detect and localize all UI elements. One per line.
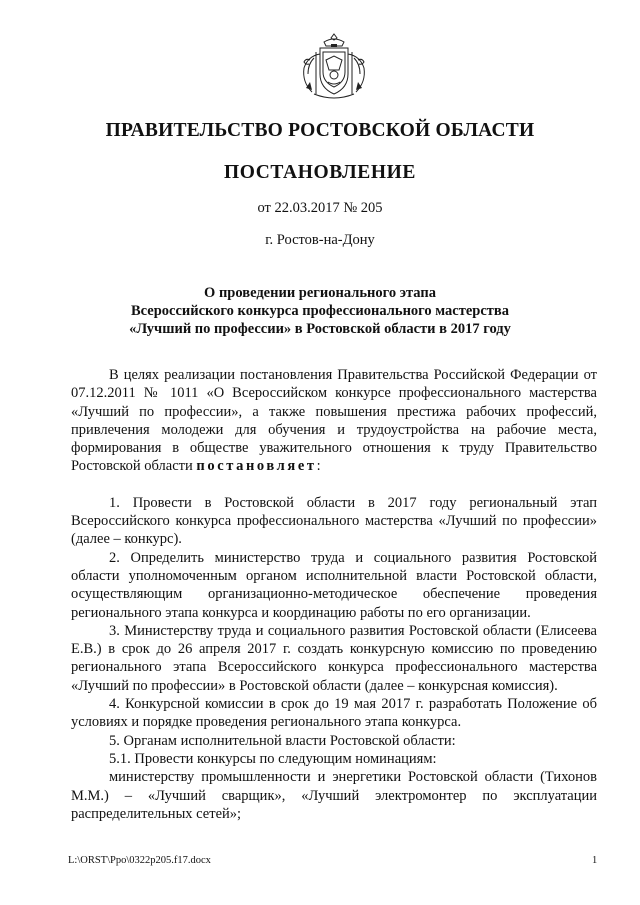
subject-line-2: Всероссийского конкурса профессионального мастерства: [130, 303, 510, 319]
clause-5-1-item: министерству промышленности и энергетики Ростовской области (Тихонов М.М.) – «Лучший сварщик», «Лучший электромонтер по эксплуатации распределительных сетей»;: [71, 769, 597, 822]
organization-title: ПРАВИТЕЛЬСТВО РОСТОВСКОЙ ОБЛАСТИ: [105, 120, 535, 141]
subject-line-1: О проведении регионального этапа: [204, 285, 436, 301]
clause-5-1: 5.1. Провести конкурсы по следующим номинациям:: [109, 750, 437, 767]
clause-3: 3. Министерству труда и социального развития Ростовской области (Елисеева Е.В.) в срок до 26 апреля 2017 г. создать конкурсную комиссию по проведению регионального этапа Всероссийского конкурса профессионального мастерства «Лучший по профессии» в Ростовской области (далее – конкурсная комиссия).: [71, 622, 597, 694]
preamble-paragraph: [71, 366, 597, 476]
clause-2: 2. Определить министерство труда и социального развития Ростовской области уполномоченным органом исполнительной власти Ростовской области, осуществляющим организационно-методическое обеспечение проведения регионального этапа конкурса и координацию работы по его организации.: [71, 549, 597, 621]
clause-1: 1. Провести в Ростовской области в 2017 году региональный этап Всероссийского конкурса профессионального мастерства «Лучший по профессии» (далее – конкурс).: [71, 494, 597, 548]
document-city: г. Ростов-на-Дону: [265, 232, 375, 248]
preamble-colon: :: [316, 458, 321, 475]
clause-5: 5. Органам исполнительной власти Ростовской области:: [109, 732, 456, 749]
document-date-number: от 22.03.2017 № 205: [257, 200, 383, 216]
file-path: L:\ORST\Ppo\0322p205.f17.docx: [68, 855, 211, 866]
clause-4: 4. Конкурсной комиссии в срок до 19 мая 2017 г. разработать Положение об условиях и порядке проведения регионального этапа конкурса.: [71, 696, 597, 731]
page-number: 1: [592, 855, 598, 866]
document-type: ПОСТАНОВЛЕНИЕ: [223, 162, 417, 183]
document-subject: [0, 284, 640, 338]
preamble-text: В целях реализации постановления Правительства Российской Федерации от 07.12.2011 № 1011 «О Всероссийском конкурсе профессионального мастерства «Лучший по профессии», а также повышения престижа рабочих профессий, привлечения молодежи для обучения и трудоустройства на рабочие места, формирования в обществе уважительного отношения к труду Правительство Ростовской области: [71, 367, 597, 475]
subject-line-3: «Лучший по профессии» в Ростовской области в 2017 году: [129, 321, 511, 337]
resolves-keyword: постановляет: [196, 458, 317, 475]
document-body: [71, 366, 597, 823]
coat-of-arms-emblem: [296, 30, 372, 102]
